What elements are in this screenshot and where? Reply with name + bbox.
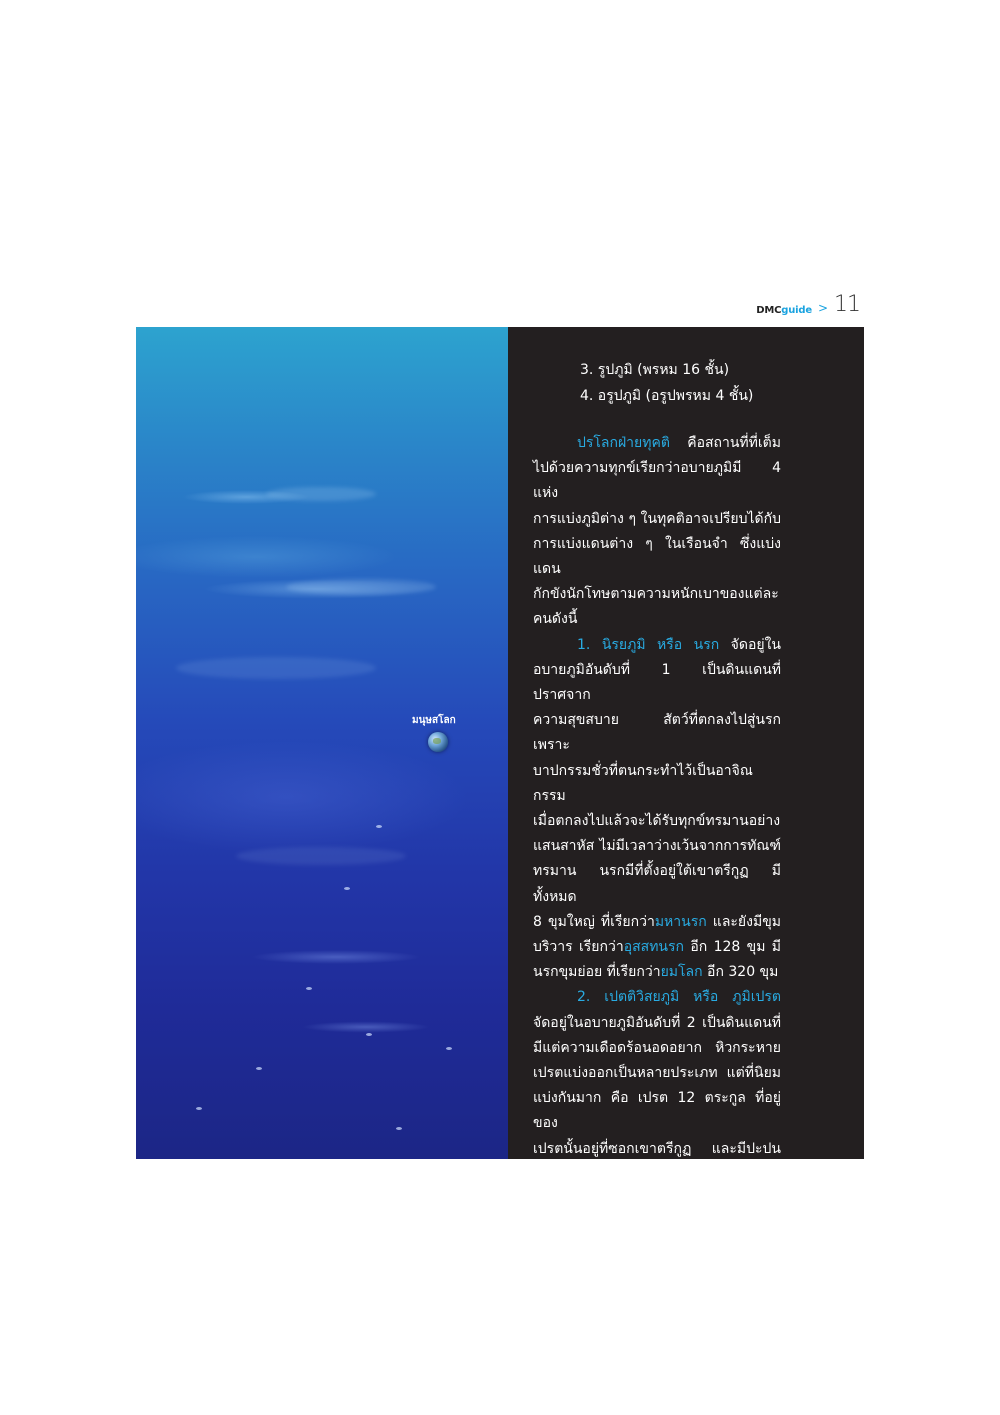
text-line: อบายภูมิอันดับที่ 1 เป็นดินแดนที่ปราศจาก bbox=[533, 661, 781, 704]
light-speck bbox=[446, 1047, 452, 1050]
text-span: 8 ขุมใหญ่ ที่เรียกว่า bbox=[533, 913, 655, 930]
text-line: อกุศลกรรมประเภทตระหนี่ หวงแหนทรัพย์ bbox=[533, 1216, 781, 1233]
brand-logo bbox=[756, 305, 812, 316]
brand-prefix: DMC bbox=[756, 305, 782, 316]
text-line: การแบ่งภูมิต่าง ๆ ในทุคติอาจเปรียบได้กับ bbox=[533, 510, 781, 527]
light-speck bbox=[196, 1107, 202, 1110]
text-line bbox=[533, 633, 781, 658]
highlight-term: ปรโลกฝ่ายทุคติ bbox=[577, 435, 670, 451]
text-line bbox=[533, 960, 781, 985]
text-line: กักขังนักโทษตามความหนักเบาของแต่ละ bbox=[533, 586, 779, 603]
text-line bbox=[533, 431, 781, 456]
text-line: เปรตแบ่งออกเป็นหลายประเภท แต่ที่นิยม bbox=[533, 1065, 781, 1082]
text-line: การแบ่งแดนต่าง ๆ ในเรือนจำ ซึ่งแบ่งแดน bbox=[533, 535, 781, 578]
ocean-photo bbox=[136, 327, 508, 1159]
text-line: ทรมาน นรกมีที่ตั้งอยู่ใต้เขาตรีกูฏ มีทั้งหมด bbox=[533, 863, 781, 905]
highlight-term: 2. เปตติวิสยภูมิ หรือ ภูมิเปรต bbox=[577, 989, 781, 1006]
wave-highlight bbox=[236, 847, 406, 865]
text-span: อีก 320 ขุม bbox=[702, 964, 779, 981]
light-speck bbox=[306, 987, 312, 990]
light-speck bbox=[396, 1127, 402, 1130]
text-span: และยังมีขุม bbox=[706, 913, 781, 930]
bhumi-list bbox=[580, 357, 753, 409]
page-header bbox=[660, 286, 860, 316]
text-line: แบ่งกันมาก คือ เปรต 12 ตระกูล ที่อยู่ของ bbox=[533, 1090, 781, 1132]
text-line: กว่า เหตุที่ทำให้มาเป็นเปรตเพราะได้ทำ bbox=[533, 1191, 781, 1208]
body-text bbox=[533, 431, 781, 1288]
light-speck bbox=[366, 1033, 372, 1036]
text-line bbox=[533, 985, 781, 1010]
highlight-term: ยมโลก bbox=[660, 964, 703, 981]
earth-icon bbox=[428, 732, 448, 752]
text-line bbox=[533, 935, 781, 960]
text-span: คือสถานที่ที่เต็ม bbox=[669, 435, 781, 451]
brand-suffix: guide bbox=[781, 305, 812, 316]
page-spread bbox=[136, 327, 864, 1283]
text-line: เป็นหลัก การเกิดเป็นเปรตนั้นมี 2 ลักษณะ bbox=[533, 1241, 781, 1258]
list-item: 3. รูปภูมิ (พรหม 16 ชั้น) bbox=[580, 362, 730, 378]
text-line: จัดอยู่ในอบายภูมิอันดับที่ 2 เป็นดินแดนที่ bbox=[533, 1014, 781, 1031]
page-number: 11 bbox=[834, 292, 860, 317]
highlight-term: 1. นิรยภูมิ หรือ นรก bbox=[577, 636, 720, 653]
text-line: มีแต่ความเดือดร้อนอดอยาก หิวกระหาย bbox=[533, 1039, 781, 1056]
text-line: คนดังนี้ bbox=[533, 611, 578, 628]
globe-label: มนุษสโลก bbox=[412, 715, 456, 726]
text-panel bbox=[508, 327, 864, 1283]
text-span: บริวาร เรียกว่า bbox=[533, 939, 624, 956]
light-speck bbox=[344, 887, 350, 890]
wave-highlight bbox=[286, 579, 436, 595]
light-speck bbox=[256, 1067, 262, 1070]
light-speck bbox=[376, 825, 382, 828]
text-line: เมื่อตกลงไปแล้วจะได้รับทุกข์ทรมานอย่าง bbox=[533, 813, 781, 830]
header-separator: > bbox=[817, 301, 828, 315]
highlight-term: มหานรก bbox=[654, 913, 707, 930]
text-line: เปรตนั้นอยู่ที่ซอกเขาตรีกูฏ และมีปะปน bbox=[533, 1140, 781, 1157]
text-line bbox=[533, 910, 781, 935]
text-line: บาปกรรมชั่วที่ตนกระทำไว้เป็นอาจิณกรรม bbox=[533, 762, 753, 804]
text-line: คือ ผ่านมาจากมหานรก อุสสทนรก และ bbox=[533, 1266, 781, 1283]
list-item: 4. อรูปภูมิ (อรูปพรหม 4 ชั้น) bbox=[580, 388, 754, 404]
text-line: แสนสาหัส ไม่มีเวลาว่างเว้นจากการทัณฑ์ bbox=[533, 838, 781, 855]
text-span: นรกขุมย่อย ที่เรียกว่า bbox=[533, 964, 661, 981]
wave-highlight bbox=[176, 657, 376, 679]
text-line: ความสุขสบาย สัตว์ที่ตกลงไปสู่นรก เพราะ bbox=[533, 712, 781, 754]
highlight-term: อุสสทนรก bbox=[623, 939, 684, 956]
text-line: ไปด้วยความทุกข์เรียกว่าอบายภูมิมี 4 แห่ง bbox=[533, 460, 781, 502]
text-span: จัดอยู่ใน bbox=[719, 636, 781, 653]
text-span: อีก 128 ขุม มี bbox=[684, 939, 781, 956]
text-line: อยู่กับมนุษยโลกด้วย แต่เป็นภพที่ละเอียด bbox=[533, 1165, 781, 1182]
wave-highlight bbox=[266, 487, 376, 501]
